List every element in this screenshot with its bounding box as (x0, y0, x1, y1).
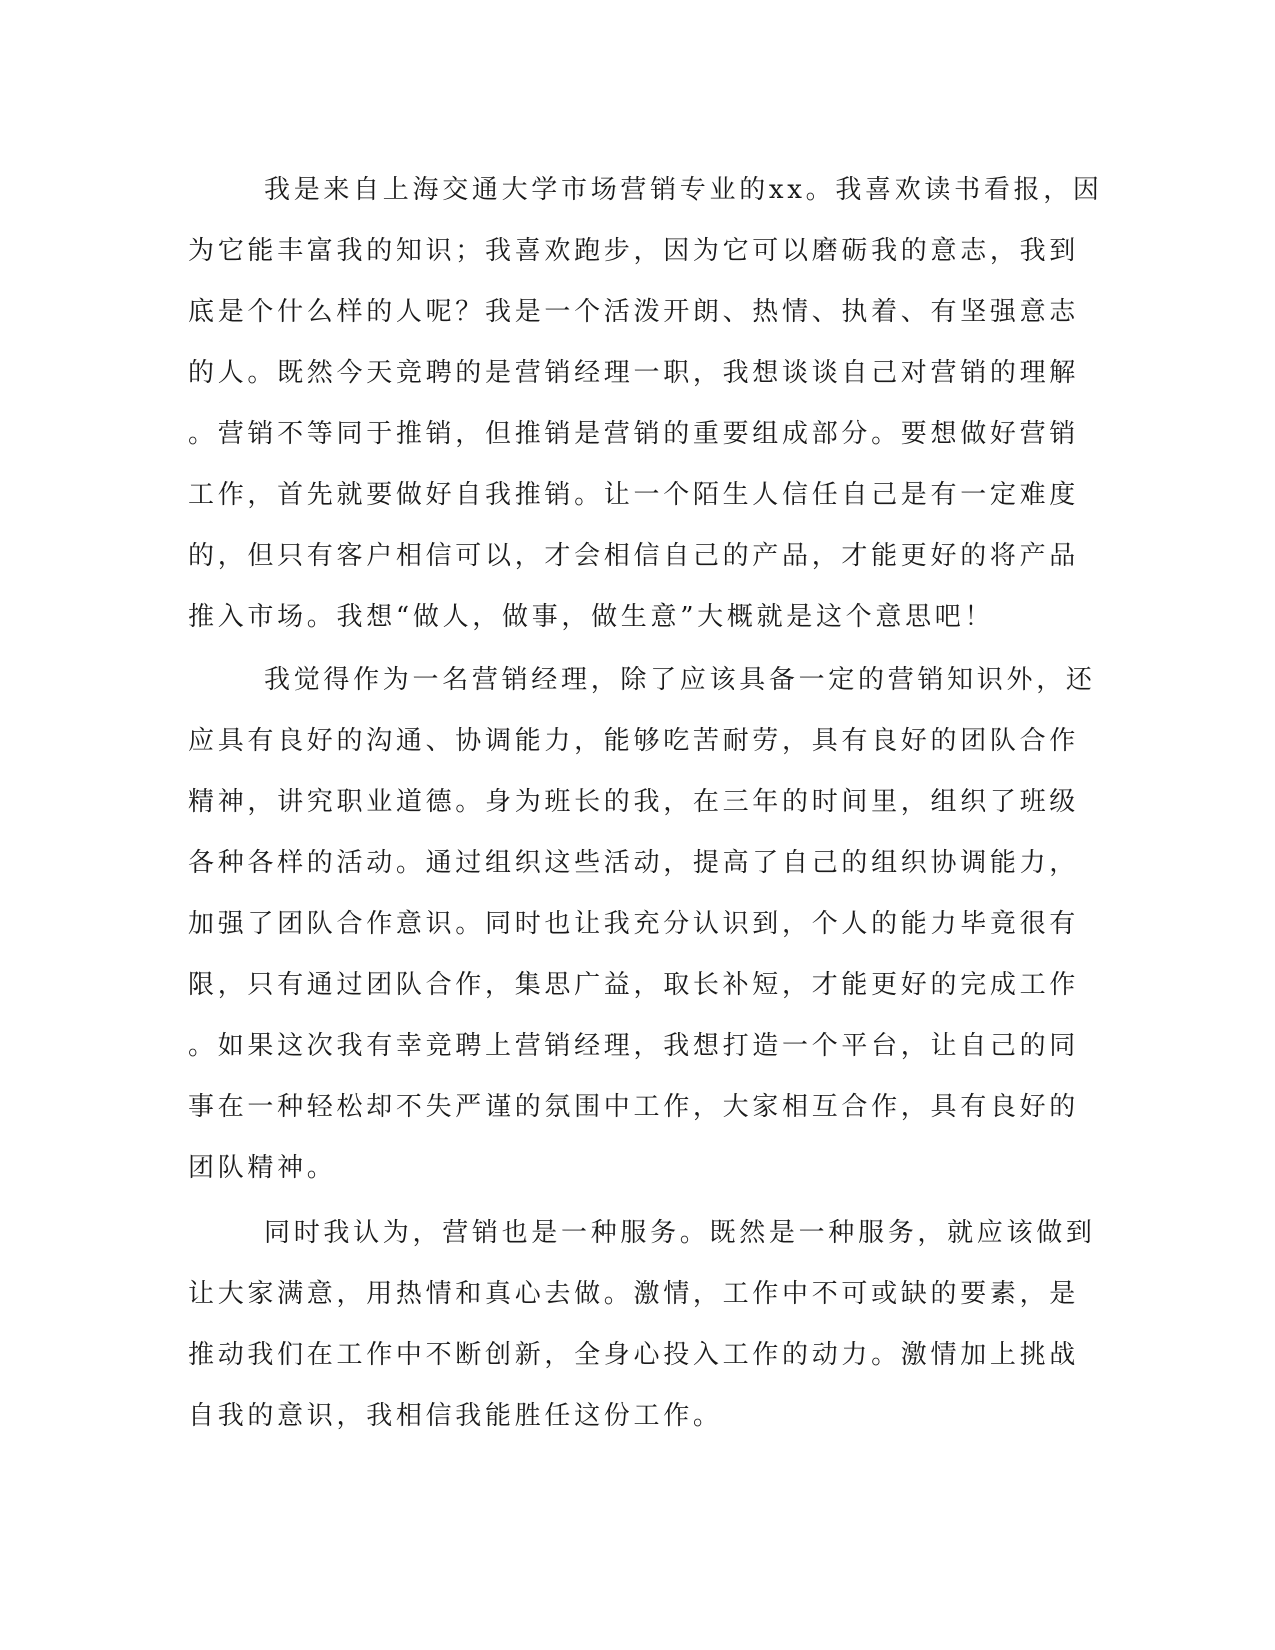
text-line: 底是个什么样的人呢？我是一个活泼开朗、热情、执着、有坚强意志 (188, 297, 1080, 327)
text-line: 。营销不等同于推销，但推销是营销的重要组成部分。要想做好营销 (188, 419, 1080, 449)
text-line: 的人。既然今天竞聘的是营销经理一职，我想谈谈自己对营销的理解 (188, 358, 1080, 388)
paragraph-manager-qualities (188, 650, 1096, 1199)
text-line: 自我的意识，我相信我能胜任这份工作。 (188, 1401, 723, 1431)
text-line: 事在一种轻松却不失严谨的氛围中工作，大家相互合作，具有良好的 (188, 1092, 1080, 1122)
text-line: 推入市场。我想“做人，做事，做生意”大概就是这个意思吧！ (188, 602, 995, 632)
text-line: 各种各样的活动。通过组织这些活动，提高了自己的组织协调能力， (188, 848, 1080, 878)
text-line: 的，但只有客户相信可以，才会相信自己的产品，才能更好的将产品 (188, 541, 1080, 571)
text-line: 限，只有通过团队合作，集思广益，取长补短，才能更好的完成工作 (188, 970, 1080, 1000)
text-line: 推动我们在工作中不断创新，全身心投入工作的动力。激情加上挑战 (188, 1340, 1080, 1370)
paragraph-self-introduction (188, 160, 1103, 648)
text-line: 我是来自上海交通大学市场营销专业的xx。我喜欢读书看报，因 (264, 175, 1103, 205)
text-line: 。如果这次我有幸竞聘上营销经理，我想打造一个平台，让自己的同 (188, 1031, 1080, 1061)
text-line: 团队精神。 (188, 1153, 337, 1183)
paragraph-service-passion (188, 1203, 1096, 1447)
text-line: 精神，讲究职业道德。身为班长的我，在三年的时间里，组织了班级 (188, 787, 1080, 817)
text-line: 同时我认为，营销也是一种服务。既然是一种服务，就应该做到 (264, 1218, 1096, 1248)
text-line: 为它能丰富我的知识；我喜欢跑步，因为它可以磨砺我的意志，我到 (188, 236, 1080, 266)
text-line: 让大家满意，用热情和真心去做。激情，工作中不可或缺的要素，是 (188, 1279, 1080, 1309)
text-line: 我觉得作为一名营销经理，除了应该具备一定的营销知识外，还 (264, 665, 1096, 695)
text-line: 加强了团队合作意识。同时也让我充分认识到，个人的能力毕竟很有 (188, 909, 1080, 939)
text-line: 工作，首先就要做好自我推销。让一个陌生人信任自己是有一定难度 (188, 480, 1080, 510)
text-line: 应具有良好的沟通、协调能力，能够吃苦耐劳，具有良好的团队合作 (188, 726, 1080, 756)
